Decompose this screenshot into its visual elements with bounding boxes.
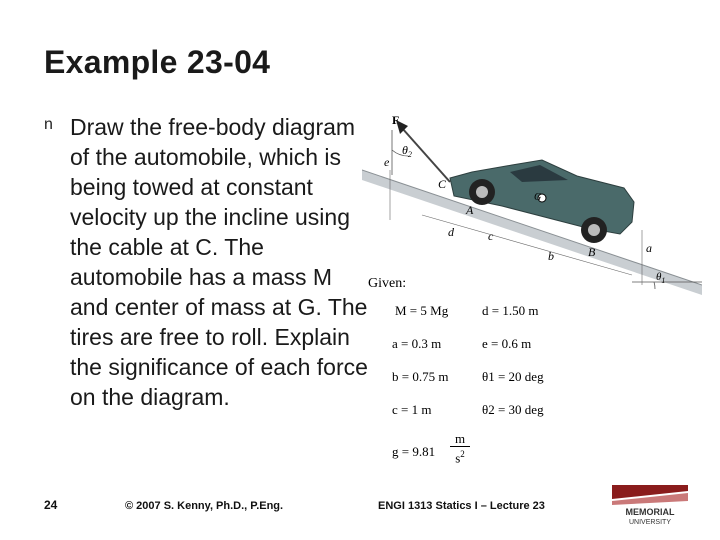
given-e: e = 0.6 m: [482, 336, 532, 351]
rear-hub: [588, 224, 600, 236]
label-a: a: [646, 241, 652, 255]
label-c: c: [488, 229, 494, 243]
given-b: b = 0.75 m: [392, 369, 449, 384]
label-F: F: [392, 113, 400, 127]
bullet-marker: n: [44, 116, 53, 133]
logo-text-university: UNIVERSITY: [628, 519, 672, 525]
given-a: a = 0.3 m: [392, 336, 442, 351]
label-G: G: [534, 192, 542, 203]
given-d: d = 1.50 m: [482, 303, 539, 318]
label-A: A: [466, 203, 474, 217]
label-d: d: [448, 225, 454, 239]
logo-text-memorial: MEMORIAL: [625, 507, 675, 517]
g-unit-denominator: $s^2$: [455, 449, 465, 466]
given-theta1: θ1 = 20 deg: [482, 369, 544, 384]
copyright: © 2007 S. Kenny, Ph.D., P.Eng.: [125, 500, 284, 512]
car-incline-figure: [362, 110, 702, 480]
theta1-arc: [654, 282, 655, 289]
given-g: g = 9.81: [392, 444, 436, 459]
slide-title: Example 23-04: [44, 44, 271, 80]
front-hub: [476, 186, 488, 198]
body-text: Draw the free-body diagram of the automobile, which is being towed at constant velocity up the incline using the cable at C. The automobile has a mass M and center of mass at G. The tires are free to roll. Explain the significance of each force on the diagram.: [70, 114, 368, 410]
given-title: Given:: [368, 276, 407, 291]
page-number: 24: [44, 498, 58, 512]
given-g-units: [450, 432, 470, 465]
label-B: B: [588, 245, 596, 259]
label-e: e: [384, 155, 390, 169]
label-theta1: $\theta_1$: [656, 271, 666, 285]
label-C: C: [438, 177, 447, 191]
given-c: c = 1 m: [392, 402, 432, 417]
memorial-university-logo: [612, 485, 688, 525]
given-M: M = 5 Mg: [395, 303, 449, 318]
label-b: b: [548, 249, 554, 263]
g-unit-numerator: m: [450, 432, 470, 447]
given-theta2: θ2 = 30 deg: [482, 402, 544, 417]
label-theta2: $\theta_2$: [402, 143, 412, 159]
lecture-label: ENGI 1313 Statics I – Lecture 23: [378, 500, 545, 512]
